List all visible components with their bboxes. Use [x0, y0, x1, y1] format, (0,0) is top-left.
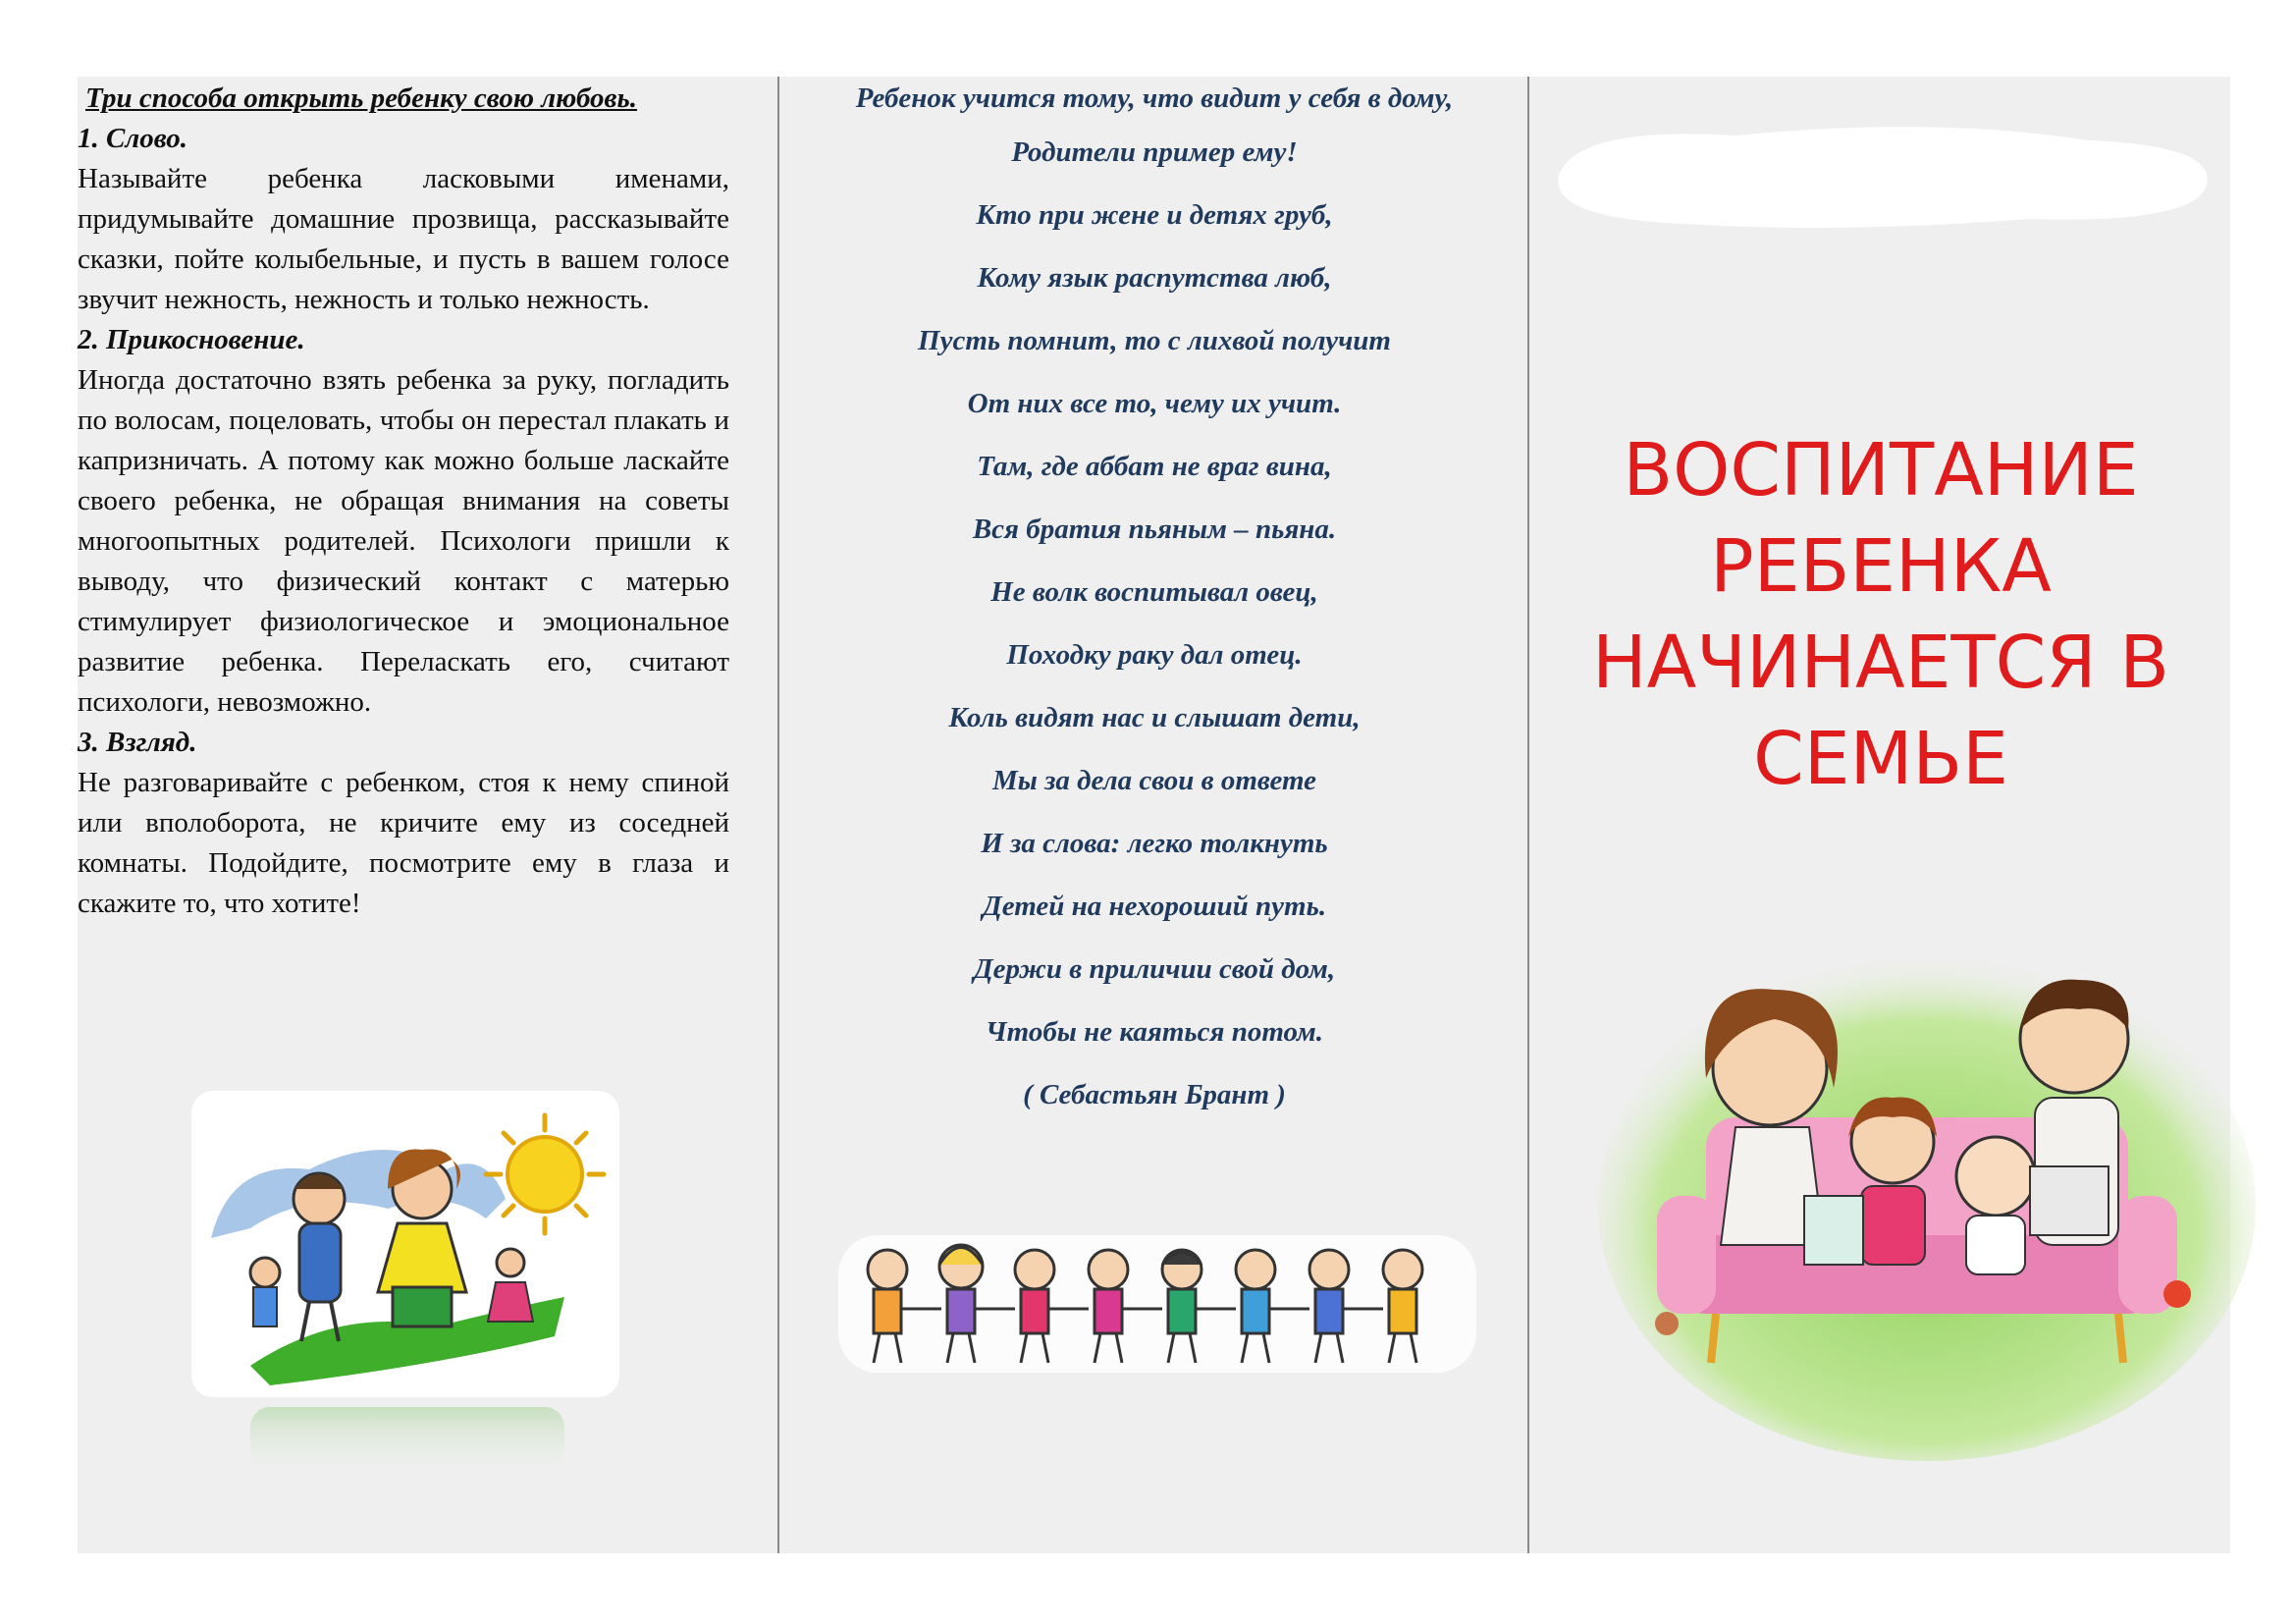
poem-first-line: Ребенок учится тому, что видит у себя в дому, [855, 82, 1454, 114]
poem-line: Там, где аббат не враг вина, [977, 451, 1332, 482]
poem-line: Чтобы не каяться потом. [985, 1016, 1324, 1048]
title-line: НАЧИНАЕТСЯ В [1592, 621, 2169, 705]
poem-line: Детей на нехороший путь. [982, 891, 1327, 922]
section-text-word: Называйте ребенка ласковыми именами, придумывайте домашние прозвища, рассказывайте сказки, пойте колыбельные, и пусть в вашем голосе звучит нежность, нежность и только нежность. [78, 163, 729, 315]
left-panel [78, 77, 777, 1553]
right-panel [1527, 77, 2230, 1553]
family-on-sofa-illustration [1598, 911, 2256, 1461]
title-line: РЕБЕНКА [1710, 524, 2052, 609]
poem-line: И за слова: легко толкнуть [981, 828, 1328, 859]
section-text-touch: Иногда достаточно взять ребенка за руку, погладить по волосам, поцеловать, чтобы он перестал плакать и капризничать. А потому как можно больше ласкайте своего ребенка, не обращая внимания на советы многоопытных родителей. Психологи пришли к выводу, что физический контакт с матерью стимулирует физиологическое и эмоциональное развитие ребенка. Переласкать его, считают психологи, невозможно. [78, 364, 729, 718]
poem-line: Коль видят нас и слышат дети, [948, 702, 1361, 733]
poem-line: Кому язык распутства люб, [977, 262, 1332, 294]
left-panel-text [78, 79, 729, 924]
section-heading-look: 3. Взгляд. [78, 727, 197, 758]
brochure-sheet [78, 77, 2230, 1553]
white-smudge-decoration [1539, 116, 2226, 234]
poem-line: Держи в приличии свой дом, [973, 953, 1336, 985]
poem-line: Мы за дела свои в ответе [991, 765, 1317, 796]
section-heading-touch: 2. Прикосновение. [78, 324, 305, 355]
illustration-reflection [191, 1407, 619, 1505]
middle-panel [777, 77, 1527, 1553]
poem-line: От них все то, чему их учит. [967, 388, 1342, 419]
left-panel-title: Три способа открыть ребенку свою любовь. [85, 82, 638, 114]
poem-line: Родители пример ему! [1011, 136, 1298, 168]
poem-line: Вся братия пьяным – пьяна. [972, 514, 1337, 545]
children-holding-hands-illustration [838, 1225, 1476, 1382]
family-drawing-illustration [191, 1091, 619, 1397]
poem-line: Пусть помнит, то с лихвой получит [918, 325, 1391, 356]
brochure-title [1529, 422, 2232, 807]
title-line: ВОСПИТАНИЕ [1623, 428, 2139, 513]
poem-author: ( Себастьян Брант ) [1023, 1079, 1286, 1110]
section-heading-word: 1. Слово. [78, 123, 188, 154]
poem-line: Кто при жене и детях груб, [976, 199, 1333, 231]
poem [779, 79, 1529, 1126]
poem-line: Не волк воспитывал овец, [990, 576, 1318, 608]
poem-line: Походку раку дал отец. [1006, 639, 1303, 671]
title-line: СЕМЬЕ [1753, 717, 2008, 801]
section-text-look: Не разговаривайте с ребенком, стоя к нему спиной или вполоборота, не кричите ему из соседней комнаты. Подойдите, посмотрите ему в глаза и скажите то, что хотите! [78, 767, 729, 919]
